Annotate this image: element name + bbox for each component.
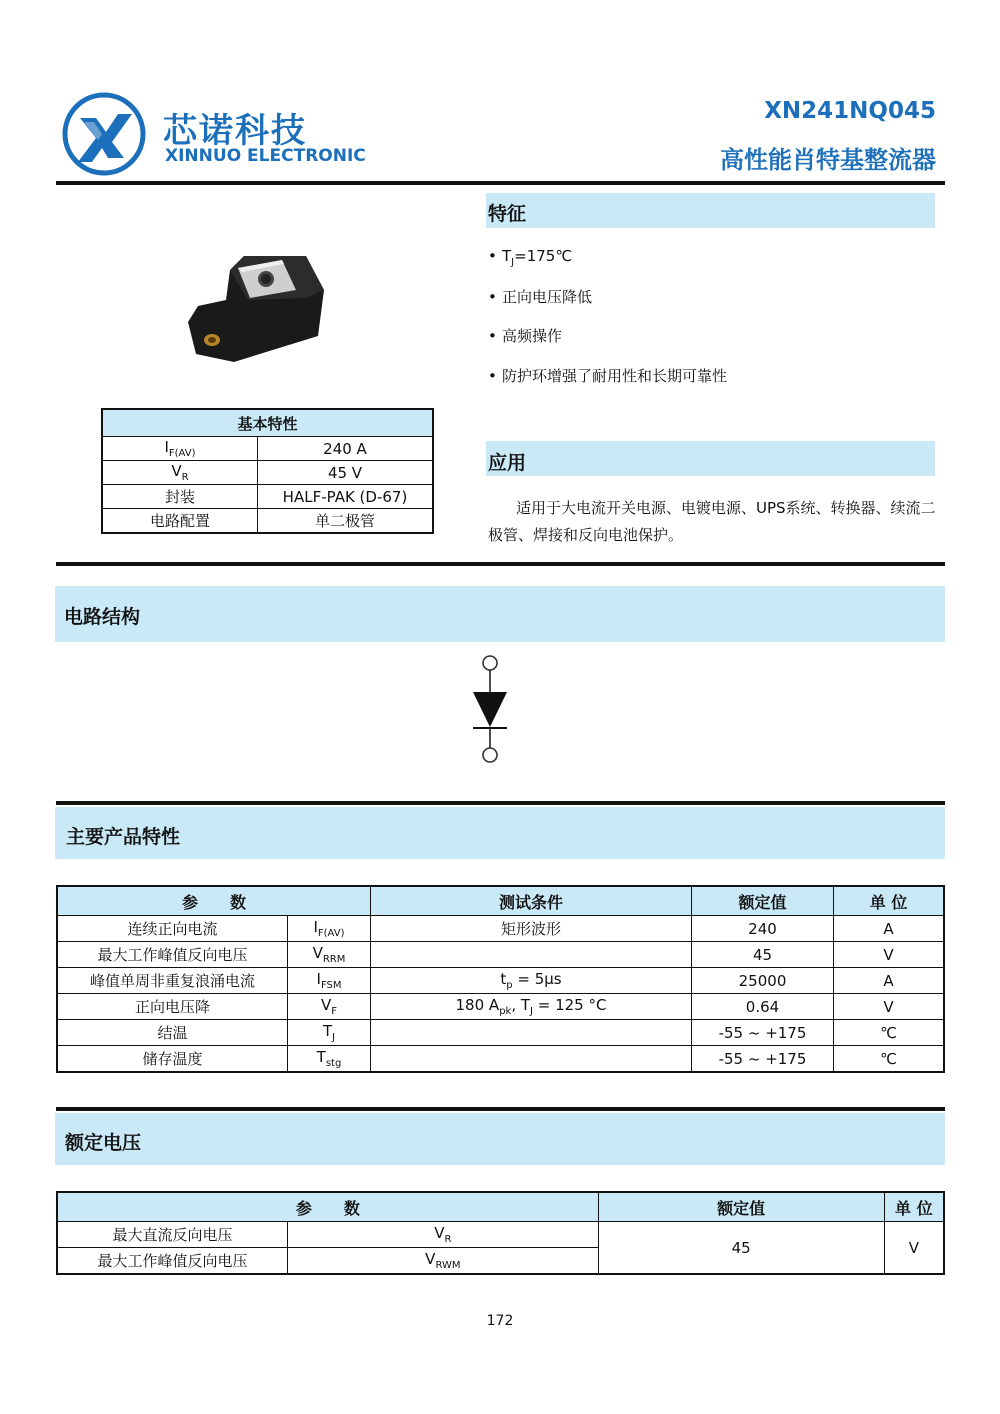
brand-name-cn: 芯诺科技 bbox=[163, 111, 307, 151]
product-photo bbox=[178, 250, 328, 368]
features-title: 特征 bbox=[488, 203, 527, 225]
part-number: XN241NQ045 bbox=[764, 98, 936, 124]
section-divider bbox=[56, 562, 945, 566]
table-row bbox=[57, 916, 944, 942]
condition-text-rest: = 5μs bbox=[512, 970, 562, 988]
table-row bbox=[57, 1222, 944, 1248]
param-cell bbox=[102, 461, 258, 485]
symbol-cell bbox=[288, 1248, 599, 1275]
unit-cell: V bbox=[834, 994, 945, 1020]
symbol-text: I bbox=[313, 918, 318, 936]
bullet-icon: • bbox=[488, 288, 497, 306]
param-text: I bbox=[164, 438, 169, 456]
name-cell: 最大工作峰值反向电压 bbox=[57, 942, 288, 968]
rated-cell: 0.64 bbox=[692, 994, 834, 1020]
symbol-text: V bbox=[425, 1250, 436, 1268]
unit-cell: ℃ bbox=[834, 1020, 945, 1046]
table-row bbox=[57, 942, 944, 968]
condition-text: 180 A bbox=[455, 996, 500, 1014]
page-number: 172 bbox=[486, 1313, 514, 1329]
feature-text: 高频操作 bbox=[502, 327, 563, 345]
table-row bbox=[102, 485, 433, 509]
condition-text-mid: , T bbox=[511, 996, 531, 1014]
symbol-text: V bbox=[312, 944, 323, 962]
value-cell: 单二极管 bbox=[258, 509, 434, 534]
condition-cell bbox=[371, 968, 692, 994]
feature-text-post: =175℃ bbox=[514, 247, 573, 265]
value-cell: 45 V bbox=[258, 461, 434, 485]
feature-item bbox=[488, 286, 592, 307]
symbol-text: T bbox=[322, 1022, 333, 1040]
name-cell: 正向电压降 bbox=[57, 994, 288, 1020]
bullet-icon: • bbox=[488, 327, 497, 345]
feature-text: 防护环增强了耐用性和长期可靠性 bbox=[502, 367, 728, 385]
condition-cell: 矩形波形 bbox=[371, 916, 692, 942]
symbol-text: V bbox=[320, 996, 332, 1014]
symbol-cell bbox=[288, 942, 371, 968]
symbol-sub: RWM bbox=[435, 1260, 461, 1271]
rated-cell: 45 bbox=[598, 1222, 884, 1275]
param-cell bbox=[102, 437, 258, 461]
rated-voltage-table bbox=[56, 1191, 945, 1275]
condition-text-rest: = 125 °C bbox=[532, 996, 607, 1014]
brand-name-en: XINNUO ELECTRONIC bbox=[165, 146, 366, 166]
symbol-sub: J bbox=[332, 1032, 336, 1043]
header-unit: 单 位 bbox=[834, 886, 945, 916]
circuit-header-bar bbox=[55, 586, 945, 642]
symbol-cell bbox=[288, 1222, 599, 1248]
condition-cell bbox=[371, 1020, 692, 1046]
table-row bbox=[57, 1020, 944, 1046]
application-text: 适用于大电流开关电源、电镀电源、UPS系统、转换器、续流二极管、焊接和反向电池保护。 bbox=[488, 499, 936, 544]
rated-cell: 45 bbox=[692, 942, 834, 968]
symbol-cell bbox=[288, 968, 371, 994]
rated-cell: 25000 bbox=[692, 968, 834, 994]
condition-text: t bbox=[500, 970, 507, 988]
company-logo-icon bbox=[62, 92, 146, 176]
table-row bbox=[57, 994, 944, 1020]
param-cell: 电路配置 bbox=[102, 509, 258, 534]
param-sub: F(AV) bbox=[168, 448, 196, 459]
condition-cell bbox=[371, 942, 692, 968]
circuit-title: 电路结构 bbox=[64, 606, 141, 628]
table-row bbox=[57, 1046, 944, 1073]
diode-symbol-icon bbox=[468, 654, 512, 766]
unit-cell: A bbox=[834, 968, 945, 994]
condition-sub: p bbox=[506, 980, 513, 991]
application-header-bar bbox=[486, 441, 935, 476]
header-param: 参 数 bbox=[57, 1192, 598, 1222]
condition-cell bbox=[371, 1046, 692, 1073]
symbol-sub: RRM bbox=[322, 954, 346, 965]
feature-text: 正向电压降低 bbox=[502, 288, 593, 306]
header-param: 参 数 bbox=[57, 886, 371, 916]
condition-sub: J bbox=[530, 1006, 533, 1017]
feature-item bbox=[488, 365, 727, 386]
bullet-icon: • bbox=[488, 367, 497, 385]
rated-cell: 240 bbox=[692, 916, 834, 942]
name-cell: 连续正向电流 bbox=[57, 916, 288, 942]
symbol-text: T bbox=[316, 1048, 326, 1066]
rated-cell: -55 ~ +175 bbox=[692, 1046, 834, 1073]
unit-cell: V bbox=[834, 942, 945, 968]
main-characteristics-header-bar bbox=[55, 807, 945, 859]
unit-cell: V bbox=[884, 1222, 944, 1275]
name-cell: 最大直流反向电压 bbox=[57, 1222, 288, 1248]
header-rated: 额定值 bbox=[598, 1192, 884, 1222]
header-condition: 测试条件 bbox=[371, 886, 692, 916]
symbol-sub: F(AV) bbox=[317, 928, 345, 939]
name-cell: 最大工作峰值反向电压 bbox=[57, 1248, 288, 1275]
condition-sub: pk bbox=[499, 1006, 512, 1017]
table-row bbox=[57, 968, 944, 994]
unit-cell: ℃ bbox=[834, 1046, 945, 1073]
basic-table-title: 基本特性 bbox=[102, 409, 433, 437]
section-divider bbox=[56, 801, 945, 805]
param-text: V bbox=[171, 462, 182, 480]
symbol-cell bbox=[288, 1046, 371, 1073]
value-cell: HALF-PAK (D-67) bbox=[258, 485, 434, 509]
unit-cell: A bbox=[834, 916, 945, 942]
name-cell: 储存温度 bbox=[57, 1046, 288, 1073]
header-rated: 额定值 bbox=[692, 886, 834, 916]
bullet-icon: • bbox=[488, 247, 497, 265]
product-subtitle: 高性能肖特基整流器 bbox=[720, 146, 936, 174]
symbol-sub: stg bbox=[325, 1058, 342, 1069]
header-divider bbox=[56, 181, 945, 185]
rated-voltage-title: 额定电压 bbox=[65, 1132, 142, 1154]
condition-cell bbox=[371, 994, 692, 1020]
feature-item bbox=[488, 325, 562, 346]
value-cell: 240 A bbox=[258, 437, 434, 461]
symbol-cell bbox=[288, 1020, 371, 1046]
application-title: 应用 bbox=[488, 452, 527, 474]
name-cell: 峰值单周非重复浪涌电流 bbox=[57, 968, 288, 994]
symbol-text: I bbox=[316, 970, 321, 988]
param-cell: 封装 bbox=[102, 485, 258, 509]
table-row bbox=[102, 461, 433, 485]
section-divider bbox=[56, 1107, 945, 1111]
feature-sub: J bbox=[511, 257, 515, 268]
name-cell: 结温 bbox=[57, 1020, 288, 1046]
table-row bbox=[102, 437, 433, 461]
symbol-text: V bbox=[434, 1224, 445, 1242]
main-characteristics-title: 主要产品特性 bbox=[66, 826, 181, 848]
symbol-sub: R bbox=[444, 1234, 452, 1245]
rated-voltage-header-bar bbox=[55, 1113, 945, 1165]
rated-cell: -55 ~ +175 bbox=[692, 1020, 834, 1046]
feature-text: T bbox=[502, 247, 512, 265]
param-sub: R bbox=[181, 472, 189, 483]
table-row bbox=[102, 509, 433, 534]
symbol-sub: FSM bbox=[320, 980, 342, 991]
symbol-sub: F bbox=[331, 1006, 338, 1017]
features-header-bar bbox=[486, 193, 935, 228]
feature-item bbox=[488, 247, 572, 268]
symbol-cell bbox=[288, 916, 371, 942]
header-unit: 单 位 bbox=[884, 1192, 944, 1222]
basic-characteristics-table bbox=[101, 408, 434, 534]
main-characteristics-table bbox=[56, 885, 945, 1073]
symbol-cell bbox=[288, 994, 371, 1020]
